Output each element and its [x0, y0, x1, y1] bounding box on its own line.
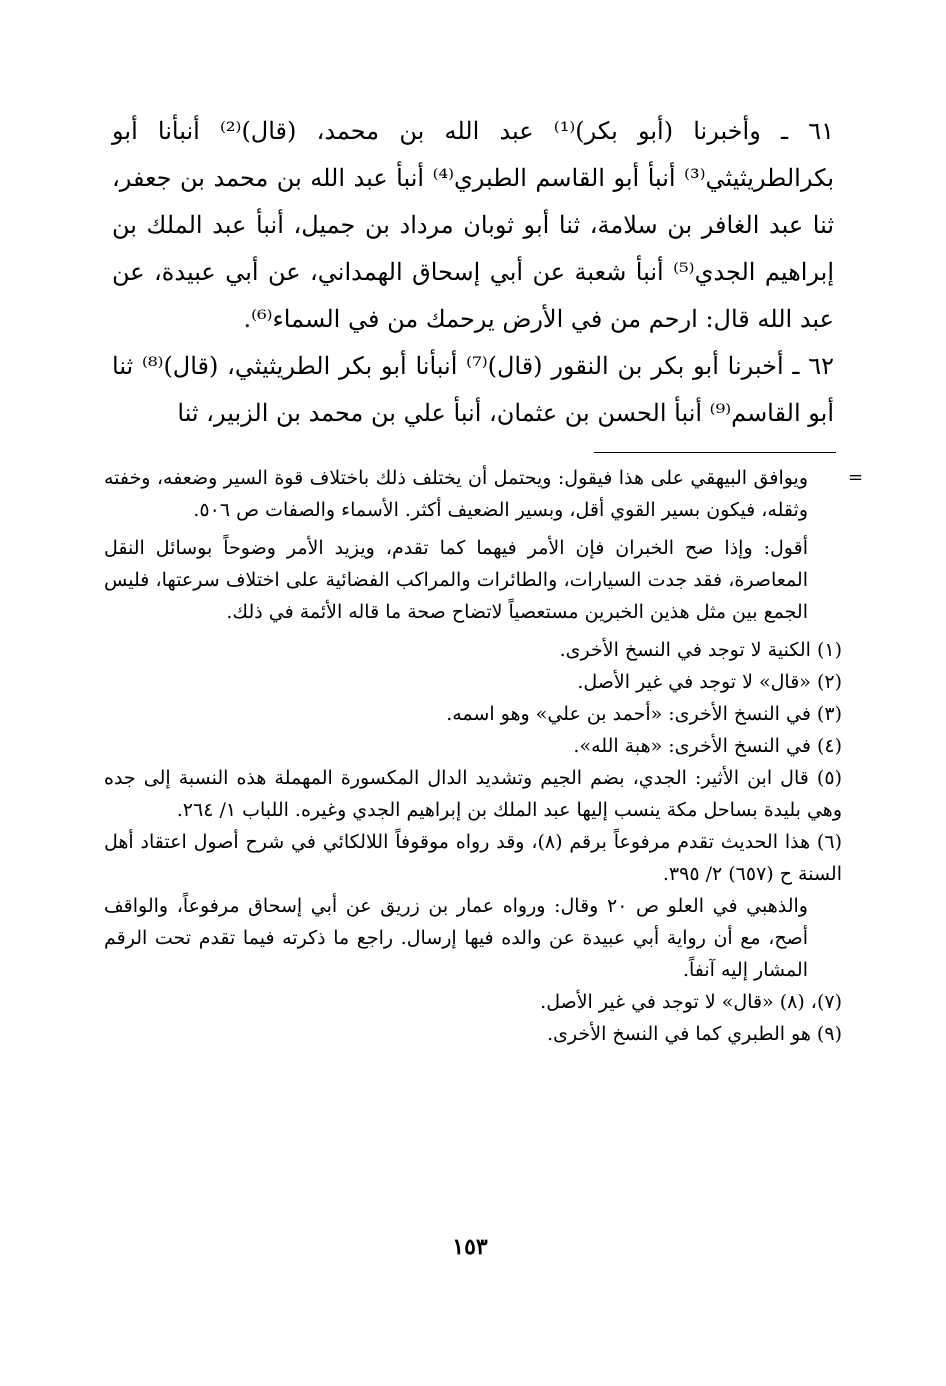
page-number: ١٥٣: [452, 1234, 488, 1260]
footnote-7-8: (٧)، (٨) «قال» لا توجد في غير الأصل.: [540, 991, 842, 1013]
footnote-continued-text: ويوافق البيهقي على هذا فيقول: ويحتمل أن يختلف ذلك باختلاف قوة السير وضعفه، وخفته وثقله، فيكون بسير القوي أقل، وبسير الضعيف أكثر. الأسماء والصفات ص ٥٠٦.: [104, 467, 808, 521]
footnote-divider: [594, 452, 836, 453]
footnote-4: (٤) في النسخ الأخرى: «هبة الله».: [573, 735, 842, 757]
continuation-mark: =: [848, 467, 864, 488]
paragraph-62: ٦٢ ـ أخبرنا أبو بكر بن النقور (قال)⁽⁷⁾ أنبأنا أبو بكر الطريثيثي، (قال)⁽⁸⁾ ثنا أبو القاسم⁽⁹⁾ أنبأ الحسن بن عثمان، أنبأ علي بن محمد بن الزبير، ثنا: [112, 352, 835, 427]
paragraph-61: ٦١ ـ وأخبرنا (أبو بكر)⁽¹⁾ عبد الله بن محمد، (قال)⁽²⁾ أنبأنا أبو بكرالطريثيثي⁽³⁾ أنبأ أبو القاسم الطبري⁽⁴⁾ أنبأ عبد الله بن محمد بن جعفر، ثنا عبد الغافر بن سلامة، ثنا أبو ثوبان مرداد بن جميل، أنبأ عبد الملك بن إبراهيم الجدي⁽⁵⁾ أنبأ شعبة عن أبي إسحاق الهمداني، عن أبي عبيدة، عن عبد الله قال: ارحم من في الأرض يرحمك من في السماء⁽⁶⁾.: [112, 117, 835, 333]
footnote-comment: أقول: وإذا صح الخبران فإن الأمر فيهما كما تقدم، ويزيد الأمر وضوحاً بوسائل النقل المعاصرة، فقد جدت السيارات، والطائرات والمراكب الفضائية على اختلاف سرعتها، فليس الجمع بين مثل هذين الخبرين مستعصياً لاتضاح صحة ما قاله الأئمة في ذلك.: [104, 537, 808, 623]
footnote-1: (١) الكنية لا توجد في النسخ الأخرى.: [559, 639, 842, 661]
footnote-6-continuation: والذهبي في العلو ص ٢٠ وقال: ورواه عمار بن زريق عن أبي إسحاق مرفوعاً، والواقف أصح، مع أن رواية أبي عبيدة عن والده فيها إرسال. راجع ما ذكرته فيما تقدم تحت الرقم المشار إليه آنفاً.: [104, 895, 808, 981]
footnote-9: (٩) هو الطبري كما في النسخ الأخرى.: [547, 1023, 842, 1045]
footnote-2: (٢) «قال» لا توجد في غير الأصل.: [577, 671, 842, 693]
main-text: [112, 108, 834, 437]
footnotes: [104, 462, 842, 1050]
footnote-3: (٣) في النسخ الأخرى: «أحمد بن علي» وهو اسمه.: [446, 703, 842, 725]
footnote-6: (٦) هذا الحديث تقدم مرفوعاً برقم (٨)، وقد رواه موقوفاً اللالكائي في شرح أصول اعتقاد أهل السنة ح (٦٥٧) ٢/ ٣٩٥.: [104, 831, 842, 885]
footnote-5: (٥) قال ابن الأثير: الجدي، بضم الجيم وتشديد الدال المكسورة المهملة هذه النسبة إلى جده وهي بليدة بساحل مكة ينسب إليها عبد الملك بن إبراهيم الجدي وغيره. اللباب ١/ ٢٦٤.: [104, 767, 842, 821]
